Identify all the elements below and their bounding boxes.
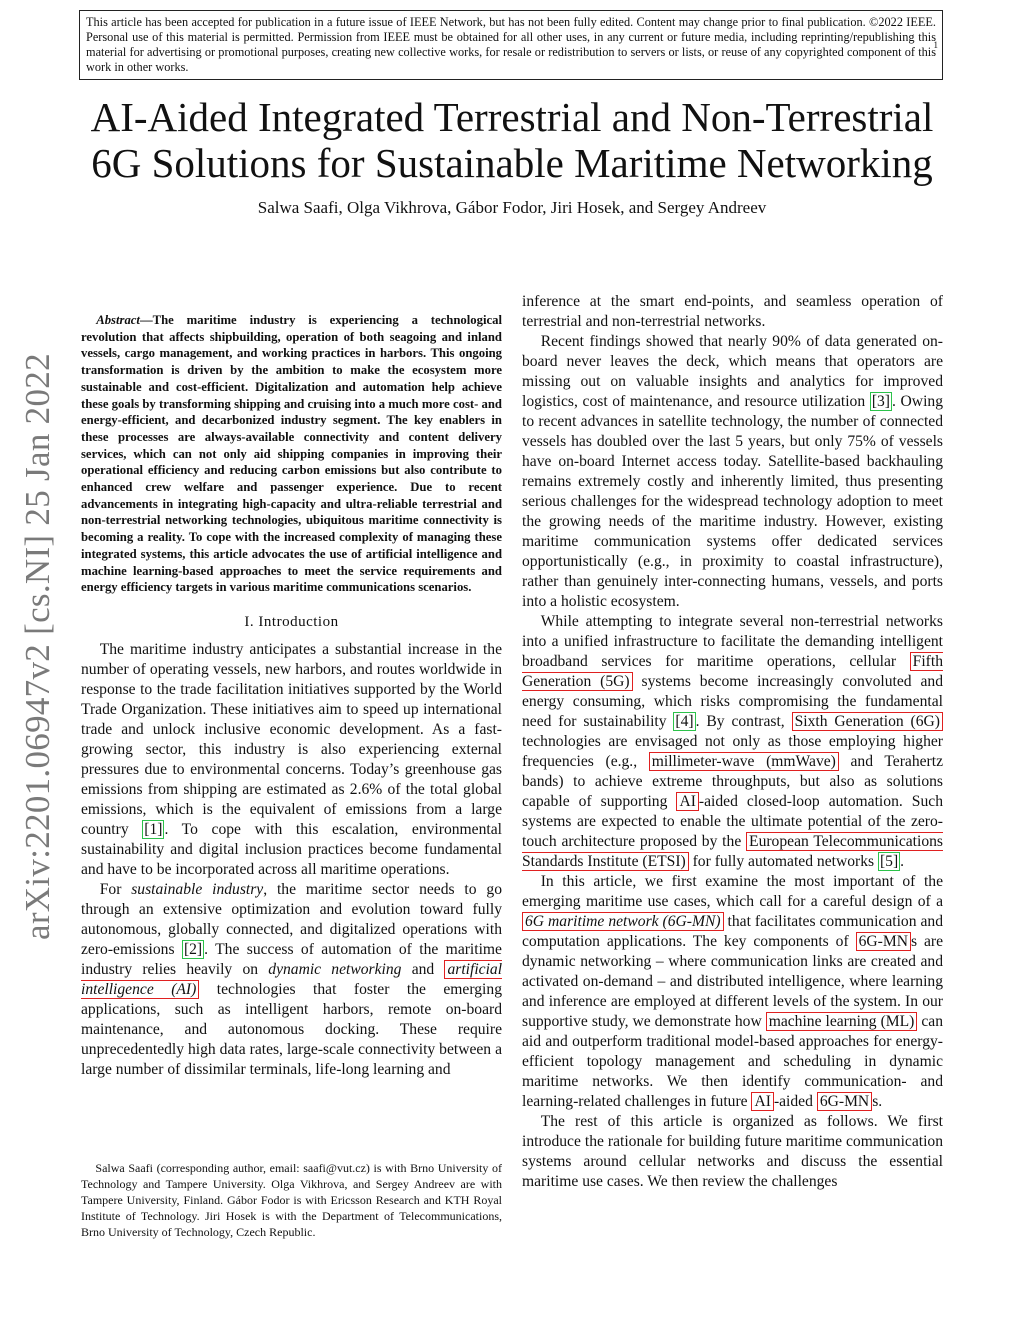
paragraph: The rest of this article is organized as follows. We first introduce the rationale for building future maritime communication systems around cellular networks and discuss the essential maritime use cases. We then review the challenges	[522, 1113, 943, 1190]
text-run: While attempting to integrate several non-terrestrial networks into a unified infrastructure to facilitate the demanding intelligent broadband services for maritime operations, cellular	[522, 613, 943, 670]
citation-link[interactable]: [2]	[183, 940, 203, 958]
text-run: and Terahertz bands) to achieve extreme throughputs, but also as solutions capable of supporting	[522, 753, 943, 810]
paragraph	[522, 872, 943, 1112]
acronym-link-5g[interactable]: Fifth Generation (5G)	[522, 653, 943, 690]
paragraph	[81, 880, 502, 1080]
acronym-link-ai[interactable]: AI	[751, 1092, 773, 1111]
author-footnote: Salwa Saafi (corresponding author, email: saafi@vut.cz) is with Brno University of Technology and Tampere University. Olga Vikhrova, and Sergey Andreev are with Tampere University, Finland. Gábor Fodor is with Ericsson Research and KTH Royal Institute of Technology. Jiri Hosek is with the Department of Telecommunications, Brno University of Technology, Czech Republic.	[81, 1161, 502, 1239]
acronym-link-6gmn[interactable]: 6G maritime network (6G-MN)	[522, 912, 724, 931]
text-run: for fully automated networks	[688, 853, 878, 870]
left-column	[81, 312, 502, 1080]
acronym-link-etsi[interactable]: European Telecommunications Standards Institute (ETSI)	[522, 833, 943, 870]
text-run: . By contrast,	[695, 713, 792, 730]
text-run: s.	[872, 1093, 883, 1110]
section-heading-introduction: I. Introduction	[244, 613, 339, 630]
title-line-2: 6G Solutions for Sustainable Maritime Networking	[91, 140, 933, 186]
acronym-link-6g[interactable]: Sixth Generation (6G)	[792, 712, 943, 731]
text-run: Recent findings showed that nearly 90% of data generated on-board never leaves the deck, which means that operators are missing out on valuable insights and analytics for improved logistics, cost of maintenance, and resource utilization	[522, 333, 943, 410]
abstract-text: —The maritime industry is experiencing a technological revolution that affects shipbuilding, operation of both seagoing and inland vessels, cargo management, and working practices in harbors. This ongoing transformation is driven by the ambition to make the ecosystem more sustainable and cost-efficient. Digitalization and automation help achieve these goals by transforming shipping and cruising into a much more cost- and energy-efficient, and decarbonized industry segment. The key enablers in these processes are always-available connectivity and content delivery services, which can not only aid shipping companies in improving their operational efficiency and reducing carbon emissions but also contribute to enhanced crew welfare and passenger experience. Due to recent advancements in integrating high-capacity and ultra-reliable terrestrial and non-terrestrial networking technologies, ubiquitous maritime connectivity is becoming a reality. To cope with the increased complexity of managing these integrated systems, this article advocates the use of artificial intelligence and machine learning-based approaches to meet the service requirements and energy efficiency targets in various maritime communications scenarios.	[81, 313, 502, 595]
page-number: 1	[933, 40, 938, 50]
arxiv-identifier: arXiv:2201.06947v2 [cs.NI] 25 Jan 2022	[18, 353, 57, 940]
text-run: . Owing to recent advances in satellite technology, the number of connected vessels has doubled over the last 5 years, but only 75% of vessels have on-board Internet access today. Satellite-based backhauling remains extremely costly and inherently limited, thus presenting serious challenges for the widespread technology adoption to meet the growing needs of the maritime industry. However, existing maritime communication systems offer dedicated services opportunistically (e.g., in proximity to coastal infrastructure), rather than genuinely inter-connecting humans, vessels, and ports into a holistic ecosystem.	[522, 393, 943, 610]
text-run: .	[900, 853, 905, 870]
acronym-link-ai[interactable]: AI	[676, 792, 698, 811]
text-run: For	[99, 880, 132, 898]
acronym-link-6gmn[interactable]: 6G-MN	[817, 1092, 872, 1111]
abstract	[81, 312, 502, 596]
citation-link[interactable]: [5]	[879, 853, 899, 870]
acronym-link-mmwave[interactable]: millimeter-wave (mmWave)	[649, 752, 839, 771]
author-list: Salwa Saafi, Olga Vikhrova, Gábor Fodor, Jiri Hosek, and Sergey Andreev	[257, 198, 767, 217]
emphasis: dynamic networking	[268, 960, 402, 978]
acronym-link-ml[interactable]: machine learning (ML)	[766, 1012, 918, 1031]
paper-title	[0, 94, 1024, 186]
text-run: can aid and outperform traditional model-based approaches for energy-efficient topology management and scheduling in dynamic maritime networks. We then identify communication- and learning-related challenges in future	[522, 1013, 944, 1110]
acronym-link-ai[interactable]: artificial intelligence (AI)	[81, 960, 503, 998]
text-run: and	[401, 960, 445, 978]
text-run: systems become increasingly convoluted and energy consuming, which risks compromising the fundamental need for sustainability	[522, 673, 943, 730]
emphasis: sustainable industry	[131, 880, 264, 898]
right-column	[522, 292, 943, 1192]
text-run: The maritime industry anticipates a substantial increase in the number of operating vessels, new harbors, and routes worldwide in response to the trade facilitation initiatives supported by the World Trade Organization. These initiatives aim to speed up international trade and unlock inclusive economic development. As a fast-growing sector, this industry is also experiencing external pressures due to environmental concerns. Today’s greenhouse gas emissions from shipping are estimated as 2.6% of the total global emissions, which is the equivalent of emissions from a large country	[81, 640, 502, 838]
citation-link[interactable]: [3]	[871, 393, 890, 410]
text-run: . To cope with this escalation, environmental sustainability and digital inclusion practices become fundamental and have to be incorporated across all maritime operations.	[81, 820, 502, 878]
text-run: -aided closed-loop automation. Such systems are expected to enable the ultimate potential of the zero-touch architecture proposed by the	[522, 793, 943, 850]
citation-link[interactable]: [4]	[675, 713, 694, 730]
title-line-1: AI-Aided Integrated Terrestrial and Non-Terrestrial	[90, 94, 934, 140]
abstract-label: Abstract	[96, 313, 140, 327]
text-run: . The success of automation of the maritime industry relies heavily on	[81, 940, 502, 978]
paragraph	[522, 332, 943, 612]
citation-link[interactable]: [1]	[144, 820, 163, 838]
text-run: technologies that foster the emerging applications, such as intelligent harbors, remote on-board maintenance, and autonomous docking. These require unprecedentedly high data rates, large-scale connectivity between a large number of dissimilar terminals, life-long learning and	[81, 980, 502, 1078]
text-run: , the maritime sector needs to go through an extensive optimization and evolution toward fully autonomous, globally connected, and digitalized operations with zero-emissions	[81, 880, 502, 958]
acronym-link-6gmn[interactable]: 6G-MN	[856, 932, 911, 951]
text-run: that facilitates communication and computation applications. The key components of	[522, 913, 944, 950]
paragraph: inference at the smart end-points, and seamless operation of terrestrial and non-terrestrial networks.	[522, 293, 943, 330]
text-run: In this article, we first examine the most important of the emerging maritime use cases, which call for a careful design of a	[522, 873, 943, 910]
text-run: -aided	[773, 1093, 817, 1110]
copyright-notice: This article has been accepted for publication in a future issue of IEEE Network, but has not been fully edited. Content may change prior to final publication. ©2022 IEEE. Personal use of this material is permitted. Permission from IEEE must be obtained for all other uses, in any current or future media, including reprinting/republishing this material for advertising or promotional purposes, creating new collective works, for resale or redistribution to servers or lists, or reuse of any copyrighted component of this work in other works.	[79, 10, 943, 80]
paragraph	[522, 612, 943, 872]
paragraph	[81, 640, 502, 880]
text-run: technologies are envisaged not only as those employing higher frequencies (e.g.,	[522, 733, 943, 770]
text-run: s are dynamic networking – where communication links are created and activated on-demand – and distributed intelligence, where learning and inference are employed at different levels of the system. In our supportive study, we demonstrate how	[522, 933, 943, 1030]
